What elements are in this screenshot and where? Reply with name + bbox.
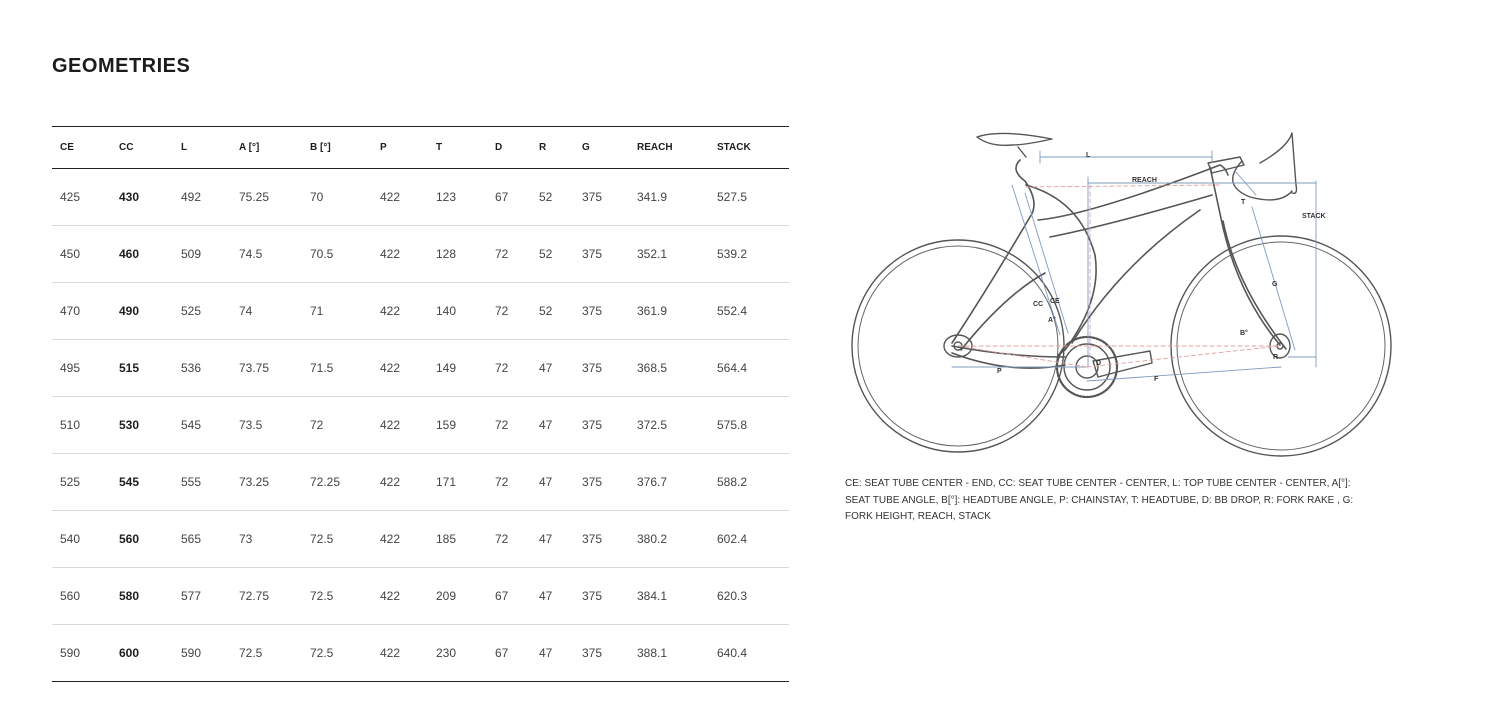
label-f: F: [1154, 376, 1159, 383]
table-cell: 602.4: [709, 511, 789, 568]
table-cell: 375: [574, 397, 629, 454]
table-cell: 545: [111, 454, 173, 511]
column-header: D: [487, 127, 531, 169]
page-title: GEOMETRIES: [52, 55, 191, 77]
label-d: D: [1096, 360, 1102, 367]
table-cell: 70.5: [302, 226, 372, 283]
table-row: [52, 625, 789, 682]
table-cell: 450: [52, 226, 111, 283]
table-cell: 72: [487, 511, 531, 568]
table-cell: 375: [574, 283, 629, 340]
table-cell: 460: [111, 226, 173, 283]
table-body: [52, 169, 789, 682]
column-header: CC: [111, 127, 173, 169]
table-cell: 422: [372, 340, 428, 397]
label-l: L: [1086, 152, 1091, 159]
table-cell: 422: [372, 169, 428, 226]
table-cell: 341.9: [629, 169, 709, 226]
table-cell: 384.1: [629, 568, 709, 625]
table-cell: 430: [111, 169, 173, 226]
table-cell: 525: [52, 454, 111, 511]
column-header: T: [428, 127, 487, 169]
column-header: A [°]: [231, 127, 302, 169]
table-cell: 422: [372, 568, 428, 625]
table-cell: 72.5: [302, 625, 372, 682]
table-cell: 72.5: [231, 625, 302, 682]
label-b: B°: [1240, 330, 1248, 337]
table-cell: 47: [531, 511, 574, 568]
table-cell: 492: [173, 169, 231, 226]
table-cell: 540: [52, 511, 111, 568]
table-cell: 372.5: [629, 397, 709, 454]
table-cell: 422: [372, 226, 428, 283]
reference-lines: [958, 185, 1280, 367]
table-cell: 375: [574, 169, 629, 226]
table-cell: 72: [302, 397, 372, 454]
table-cell: 620.3: [709, 568, 789, 625]
table-cell: 555: [173, 454, 231, 511]
column-header: L: [173, 127, 231, 169]
table-cell: 47: [531, 625, 574, 682]
table-cell: 422: [372, 283, 428, 340]
table-cell: 545: [173, 397, 231, 454]
table-row: [52, 397, 789, 454]
bike-frame: [952, 160, 1286, 368]
table-cell: 565: [173, 511, 231, 568]
table-cell: 185: [428, 511, 487, 568]
table-cell: 71.5: [302, 340, 372, 397]
table-cell: 67: [487, 169, 531, 226]
table-cell: 495: [52, 340, 111, 397]
table-cell: 72: [487, 397, 531, 454]
table-cell: 368.5: [629, 340, 709, 397]
table-cell: 509: [173, 226, 231, 283]
column-header: G: [574, 127, 629, 169]
table-cell: 422: [372, 454, 428, 511]
table-cell: 52: [531, 226, 574, 283]
table-cell: 590: [173, 625, 231, 682]
table-cell: 73.75: [231, 340, 302, 397]
label-a: A°: [1048, 317, 1056, 324]
table-row: [52, 169, 789, 226]
label-r: R: [1273, 354, 1279, 361]
table-cell: 67: [487, 568, 531, 625]
table-row: [52, 568, 789, 625]
table-cell: 600: [111, 625, 173, 682]
table-row: [52, 226, 789, 283]
column-header: REACH: [629, 127, 709, 169]
table-cell: 72: [487, 340, 531, 397]
table-cell: 71: [302, 283, 372, 340]
table-cell: 525: [173, 283, 231, 340]
table-cell: 425: [52, 169, 111, 226]
table-cell: 564.4: [709, 340, 789, 397]
header-row: [52, 127, 789, 169]
table-cell: 422: [372, 511, 428, 568]
column-header: R: [531, 127, 574, 169]
table-cell: 52: [531, 283, 574, 340]
table-cell: 422: [372, 397, 428, 454]
table-cell: 388.1: [629, 625, 709, 682]
label-cc: CC: [1033, 301, 1044, 308]
table-cell: 159: [428, 397, 487, 454]
table-cell: 74: [231, 283, 302, 340]
label-stack: STACK: [1302, 213, 1326, 220]
table-cell: 577: [173, 568, 231, 625]
table-cell: 515: [111, 340, 173, 397]
table-cell: 376.7: [629, 454, 709, 511]
table-row: [52, 454, 789, 511]
table-cell: 67: [487, 625, 531, 682]
table-row: [52, 283, 789, 340]
table-cell: 74.5: [231, 226, 302, 283]
label-reach: REACH: [1132, 177, 1157, 184]
table-cell: 72.25: [302, 454, 372, 511]
table-row: [52, 511, 789, 568]
table-cell: 361.9: [629, 283, 709, 340]
table-cell: 72.75: [231, 568, 302, 625]
table-cell: 560: [111, 511, 173, 568]
table-cell: 230: [428, 625, 487, 682]
table-cell: 539.2: [709, 226, 789, 283]
table-cell: 73: [231, 511, 302, 568]
table-cell: 530: [111, 397, 173, 454]
table-cell: 123: [428, 169, 487, 226]
table-cell: 490: [111, 283, 173, 340]
column-header: CE: [52, 127, 111, 169]
table-cell: 575.8: [709, 397, 789, 454]
table-cell: 552.4: [709, 283, 789, 340]
label-t: T: [1241, 199, 1246, 206]
geometry-legend: CE: SEAT TUBE CENTER - END, CC: SEAT TUBE CENTER - CENTER, L: TOP TUBE CENTER - CENTER, A[°]: SEAT TUBE ANGLE, B[°]: HEADTUBE ANGLE, P: CHAINSTAY, T: HEADTUBE, D: BB DROP, R: FORK RAKE , G: FORK HEIGHT, REACH, STACK: [845, 478, 1354, 522]
table-cell: 209: [428, 568, 487, 625]
table-cell: 640.4: [709, 625, 789, 682]
table-cell: 536: [173, 340, 231, 397]
table-cell: 52: [531, 169, 574, 226]
table-row: [52, 340, 789, 397]
table-cell: 75.25: [231, 169, 302, 226]
table-cell: 47: [531, 340, 574, 397]
table-cell: 128: [428, 226, 487, 283]
table-cell: 375: [574, 340, 629, 397]
table-cell: 580: [111, 568, 173, 625]
table-cell: 352.1: [629, 226, 709, 283]
table-cell: 140: [428, 283, 487, 340]
table-cell: 375: [574, 454, 629, 511]
column-header: STACK: [709, 127, 789, 169]
table-cell: 380.2: [629, 511, 709, 568]
table-cell: 375: [574, 568, 629, 625]
table-cell: 47: [531, 568, 574, 625]
table-cell: 72.5: [302, 568, 372, 625]
column-header: B [°]: [302, 127, 372, 169]
table-cell: 590: [52, 625, 111, 682]
table-cell: 72.5: [302, 511, 372, 568]
bike-geometry-diagram: [840, 125, 1400, 465]
table-cell: 588.2: [709, 454, 789, 511]
table-cell: 47: [531, 454, 574, 511]
table-cell: 527.5: [709, 169, 789, 226]
table-cell: 171: [428, 454, 487, 511]
saddle: [977, 133, 1052, 157]
table-cell: 149: [428, 340, 487, 397]
table-cell: 375: [574, 625, 629, 682]
label-p: P: [997, 368, 1002, 375]
column-header: P: [372, 127, 428, 169]
table-cell: 470: [52, 283, 111, 340]
table-cell: 72: [487, 226, 531, 283]
table-cell: 72: [487, 283, 531, 340]
table-cell: 375: [574, 511, 629, 568]
table-cell: 422: [372, 625, 428, 682]
table-cell: 47: [531, 397, 574, 454]
geometry-table: [52, 126, 789, 682]
table-cell: 73.25: [231, 454, 302, 511]
table-cell: 375: [574, 226, 629, 283]
table-cell: 72: [487, 454, 531, 511]
label-ce: CE: [1050, 298, 1060, 305]
table-cell: 70: [302, 169, 372, 226]
table-cell: 510: [52, 397, 111, 454]
table-cell: 560: [52, 568, 111, 625]
table-header: [52, 127, 789, 169]
table-cell: 73.5: [231, 397, 302, 454]
label-g: G: [1272, 281, 1278, 288]
